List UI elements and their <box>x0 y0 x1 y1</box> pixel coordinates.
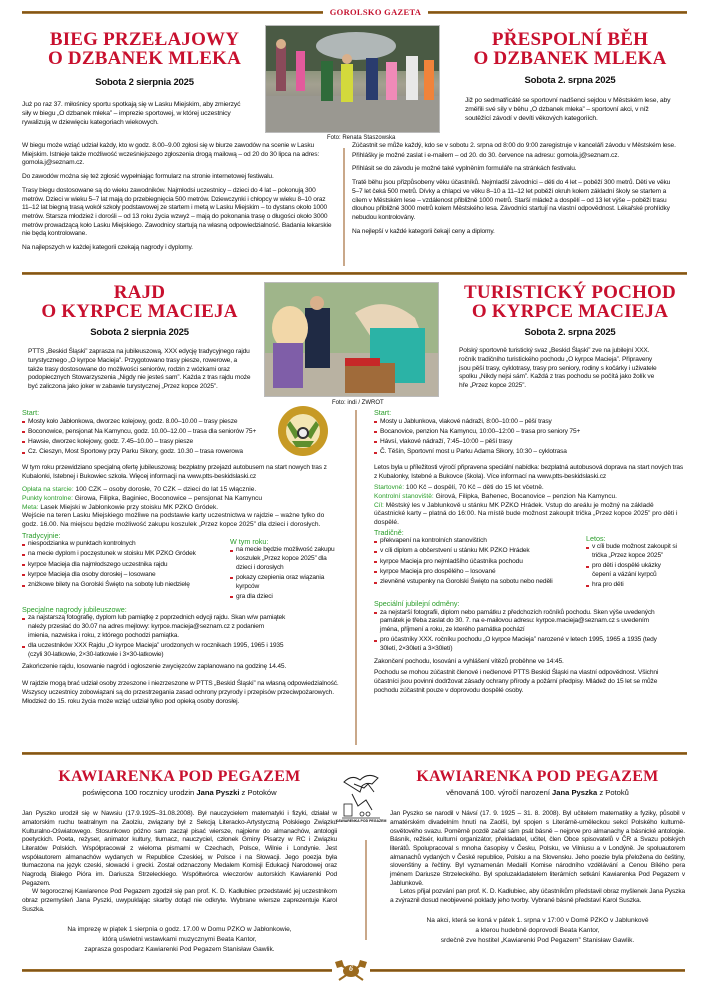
special-list <box>374 609 659 654</box>
run-pl-headline <box>22 30 267 69</box>
special-label: Specjalne nagrody jubileuszowe: <box>22 604 127 614</box>
cafe-pl-invite <box>22 925 337 956</box>
special-item: za nejstarší fotografii, diplom nebo památku z předchozích ročníků pochodu. Sken výše uvedených památek je třeba zaslat do 30. 7. na e-mailovou adresu: kyrpce.macieja@seznam.cz s uvedením jména, příjmení a roku, ze kterého památka pochází <box>374 609 659 635</box>
traditional-list <box>22 540 222 590</box>
traditional-item: kyrpce Macieja dla najmłodszego uczestnika rajdu <box>22 561 222 570</box>
finish-text: Městský les v Jablunkově u stánku MK PZKO Hrádek. Vstup do areálu je možný na základě účastnické karty – platná do 16:00. Na místě bude možnost zakoupit trička „Przez kopce 2025” pro děti i dospělé. <box>374 501 678 527</box>
finish-label: Cíl: <box>374 501 384 509</box>
start-label: Start: <box>22 408 40 417</box>
traditional-label: Tradičně: <box>374 527 404 537</box>
checkpoints-label: Kontrolní stanoviště: <box>374 492 434 500</box>
start-list <box>22 418 272 457</box>
fee-label: Opłata na starcie: <box>22 486 74 494</box>
rajd-pl-headline <box>22 283 257 322</box>
this-year-item: hra pro děti <box>586 581 681 590</box>
award-illustration <box>265 283 439 397</box>
rajd-photo <box>264 282 439 397</box>
start-label: Start: <box>374 408 392 417</box>
run-pl-para: Na najlepszych w każdej kategorii czekają nagrody i dyplomy. <box>22 244 193 252</box>
cafe-cz-article <box>390 766 685 947</box>
traditions-row <box>374 528 684 592</box>
run-pl-date: Sobota 2 sierpnia 2025 <box>95 76 194 88</box>
start-item: Cz. Cieszyn, Most Sportowy przy Parku Sikory, godz. 10.30 – trasa rowerowa <box>22 448 272 457</box>
traditional-item: zniżkowe bilety na Gorolski Święto na sobotę lub niedzielę <box>22 581 222 590</box>
finish-note: Wejście na teren Lasku Miejskiego możliwe na podstawie karty uczestnictwa w rajdzie – ważne tylko do godz. 16.00. Na miejscu będzie możliwość zakupu koszulek „Przez kopce 2025” dla dzieci i dorosłych. <box>22 512 325 529</box>
divider-vertical <box>355 410 357 745</box>
cafe-cz-subtitle <box>390 788 685 798</box>
start-item: Bocanovice, penzion Na Kamyncu, 10:00–12:00 – trasa pro seniory 75+ <box>374 428 684 437</box>
invite-line: którą uświetni wstawkami muzycznymi Beata Kantor, <box>102 935 257 943</box>
traditions-row <box>22 531 340 603</box>
headline-line2: O KYRPCE MACIEJA <box>471 301 669 323</box>
start-item: Č. Těšín, Sportovní most u Parku Adama Sikory, 10:30 – cyklotrasa <box>374 448 684 457</box>
start-item: Hawsie, dworzec kolejowy, godz. 7.45–10.00 – trasy piesze <box>22 438 272 447</box>
notes-text: Pochodu se mohou zúčastnit členové i nečlenové PTTS Beskid Śląski na vlastní odpovědnost. Všichni účastníci jsou povinni dodržovat zásady ochrany přírody a požární předpisy. Mládež do 15 let se může pochodu zúčastnit pouze v doprovodu dospělé osoby. <box>374 669 659 694</box>
rajd-cz-date: Sobota 2. srpna 2025 <box>524 326 616 338</box>
start-list <box>374 418 684 457</box>
section-rule <box>22 272 687 275</box>
traditions-col <box>22 531 222 603</box>
run-pl-para: Do zawodów można się też zgłosić wypełniając formularz na stronie internetowej festiwalu. <box>22 173 274 181</box>
cafe-cz-para: Letos přijal pozvání pan prof. K. D. Kadłubiec, aby účastníkům představil obraz myšlenek Jana Pyszka a zvýraznil dosud neobjevené poklady jeho tvorby. Vybrané básně představí Karol Suszka. <box>390 888 685 905</box>
pegazem-logo <box>335 770 387 832</box>
headline-line2: O DZBANEK MLEKA <box>47 48 242 70</box>
this-year-item: v cíli bude možnost zakoupit si trička „Przez kopce 2025” <box>586 543 681 560</box>
this-year-item: gra dla dzieci <box>230 593 340 602</box>
subtitle-post: z Potoků <box>597 788 629 798</box>
run-cz-para: Zúčastnit se může každý, kdo se v sobotu 2. srpna od 8:00 do 9:00 zaregistruje v kanceláři závodu v Městském lese. <box>352 142 676 149</box>
headline-line1: RAJD <box>113 282 166 303</box>
rajd-cz-header <box>445 283 695 396</box>
headline-line1: TURISTICKÝ POCHOD <box>464 282 676 303</box>
checkpoints-text: Girová, Filipka, Bahenec, Bocanovice – penzion Na Kamyncu. <box>435 492 618 500</box>
traditional-label: Tradycyjnie: <box>22 530 61 540</box>
subtitle-name: Jana Pyszka <box>552 788 598 798</box>
fee-line <box>22 486 340 495</box>
headline-line1: PŘESPOLNÍ BĚH <box>491 29 649 50</box>
checkpoints-text: Girowa, Filipka, Baginiec, Boconowice – pensjonat Na Kamyncu <box>74 494 263 502</box>
traditional-item: kyrpce Macieja pro dospělého – losované <box>374 568 574 577</box>
run-cz-para: Přihlásit se do závodu je možné také vyplněním formuláře na stránkách festivalu. <box>352 165 577 173</box>
start-item: Boconowice, pensjonat Na Kamyncu, godz. 10.00–12.00 – trasa dla seniorów 75+ <box>22 428 272 437</box>
this-year-item: pro děti i dospělé ukázky čepení a vázání kyrpců <box>586 562 681 579</box>
closing-text: Zakończenie rajdu, losowanie nagród i ogłoszenie zwycięzców zaplanowano na godzinę 14.45. <box>22 663 287 671</box>
fee-line <box>374 484 684 493</box>
rajd-cz-headline <box>445 283 695 322</box>
rajd-pl-date: Sobota 2 sierpnia 2025 <box>90 326 189 338</box>
invite-line: srdečně zve hostitel „Kawiarenki Pod Pegazem” Stanisław Gawlik. <box>440 937 635 945</box>
traditional-item: niespodzianka w punktach kontrolnych <box>22 540 222 549</box>
divider-vertical <box>343 148 345 266</box>
invite-line: zaprasza gospodarz Kawiarenki Pod Pegazem Stanisław Gawlik. <box>84 946 275 953</box>
run-cz-para: Přihlášky je možné zaslat i e-mailem – od 20. do 30. července na adresu: gomola.j@seznam.cz. <box>352 151 620 159</box>
this-year-list <box>230 546 340 601</box>
run-photo-caption: Foto: Renata Staszowska <box>327 135 396 141</box>
special-item: za najstarszą fotografię, dyplom lub pamiątkę z poprzednich edycji rajdu. Skan w/w pamiątek należy przesłać do 30.07 na adres mejlowy: kyrpce.macieja@seznam.cz z podaniem imienia, nazwiska i roku, z którego pochodzi pamiątka. <box>22 614 287 640</box>
cafe-cz-title: KAWIARENKA POD PEGAZEM <box>416 768 659 785</box>
run-cz-date: Sobota 2. srpna 2025 <box>524 74 616 86</box>
traditional-item: zlevněné vstupenky na Gorolski Święto na sobotu nebo neděli <box>374 578 574 587</box>
traditions-col <box>374 528 574 592</box>
traditional-item: překvapení na kontrolních stanovištích <box>374 537 574 546</box>
traditional-item: v cíli diplom a občerstvení u stánku MK PZKO Hrádek <box>374 547 574 556</box>
this-year-list <box>586 543 681 590</box>
invite-line: Na akci, která se koná v pátek 1. srpna v 17:00 v Domě PZKO v Jablunkově <box>426 916 649 924</box>
this-year-label: Letos: <box>586 533 606 543</box>
run-pl-para: W biegu może wziąć udział każdy, kto w godz. 8.00–9.00 zgłosi się w biurze zawodów na scenie w Lasku Miejskim. Istnieje także możliwość wcześniejszego zgłoszenia drogą mailową – od 20 do 30 lipca na adres: gomola.j@seznam.cz. <box>22 142 320 167</box>
cafe-pl-title: KAWIARENKA POD PEGAZEM <box>58 768 301 785</box>
this-year-item: pokazy czepienia oraz wiązania kyrpców <box>230 574 340 591</box>
traditional-item: kyrpce Macieja dla osoby dorosłej – losowane <box>22 571 222 580</box>
cafe-pl-para: Jan Pyszko urodził się w Nawsiu (17.9.1925–31.08.2008). Był nauczycielem matematyki i fizyki, działał w amatorskim ruchu teatralnym na Zaolziu, związany był z Sekcją Literacko-Artystyczną Polskiego Związku Kulturalno-Oświatowego. Stosunkowo późno sam zaczął pisać wiersze, najpierw do almanachów, antologii poetyckich. Poeta, reżyser, animator kultury, tłumacz, nauczyciel, członek Gminy Pisarzy w RC i Związku Literatów Polskich. Współpracował z wieloma pismami w Czechach, Polsce, Wilnie i Londynie. Jest współautorem almanachów wydanych w Republice Czeskiej, w Polsce i na Słowacji. Jego poezja była tłumaczona na język czeski, słowacki i grecki. Został odznaczony Medalem Komisji Edukacji Narodowej oraz Nagrodą Białego Pióra im. Dariusza Strzeleckiego. Współtwórca wieczorów autorskich Kawiarenki Pod Pegazem. <box>22 810 337 887</box>
rajd-cz-body <box>374 408 684 701</box>
this-year-col <box>230 537 340 603</box>
run-cz-intro: Již po sedmatřicáté se sportovní nadšenci sejdou v Městském lese, aby změřili své síly v běhu „O dzbanek mleka” – sportovní akci, v níž soutěžící závodí v devíti věkových kategoriích. <box>465 97 671 123</box>
fee-label: Startovné: <box>374 484 405 492</box>
subtitle-pre: věnovaná 100. výročí narození <box>446 788 553 798</box>
run-cz-body <box>352 142 677 241</box>
bus-info: Letos byla u příležitosti výročí připravena speciální nabídka: bezplatná autobusová doprava na start nových tras z Kubalonky, Istebné a Bukovce (škola). Více informací na www.ptts-beskidslaski.cz <box>374 463 684 480</box>
divider-vertical <box>365 840 367 940</box>
run-cz-para: Tratě běhu jsou přizpůsobeny věku účastníků. Nejmladší závodníci – děti do 4 let – poběží 300 metrů. Děti ve věku 5–7 let čeká 500 metrů. Dívky a chlapci ve věku 8–10 a 11–12 let poběží okruh kolem základní školy se startem a cílem v Městském lese – vzdálenost přibližně 1000 metrů. Starší mládež a dospělí – od 13 let výše – poběží trasu dlouhou přibližně 3000 metrů kolem Městského lesa. Závodníci startují na vlastní odpovědnost. Lékařské prohlídky nebudou kontrolovány. <box>352 179 671 221</box>
run-pl-body <box>22 142 337 258</box>
fee-text: 100 CZK – osoby dorosłe, 70 CZK – dzieci do lat 15 włącznie. <box>75 486 257 494</box>
checkpoints-line <box>22 495 340 504</box>
cafe-pl-article <box>22 766 337 955</box>
section-rule <box>22 752 687 755</box>
this-year-label: W tym roku: <box>230 536 269 546</box>
runners-illustration <box>266 26 440 133</box>
finish-line <box>374 502 684 528</box>
cafe-pl-para: W tegorocznej Kawiarence Pod Pegazem zgodził się pan prof. K. D. Kadłubiec przedstawić jej uczestnikom obraz przemyśleń Jana Pyszki, uwypuklając skarby dotąd nie odkryte. Wybrane wiersze zaprezentuje Karol Suszka. <box>22 888 337 913</box>
pegazem-logo-label: KAWIARENKA POD PEGAZEM <box>335 819 387 823</box>
finish-label: Meta: <box>22 503 39 511</box>
start-item: Hávsí, vlakové nádraží, 7:45–10:00 – pěší trasy <box>374 438 684 447</box>
footer-rule-right <box>370 969 685 972</box>
page-number: 6 <box>349 964 353 973</box>
run-cz-headline <box>445 30 695 69</box>
rajd-pl-body <box>22 408 340 711</box>
run-pl-intro: Już po raz 37. miłośnicy sportu spotkają się w Lasku Miejskim, aby zmierzyć siły w biegu „O dzbanek mleka” – imprezie sportowej, w której uczestnicy rywalizują w dziewięciu kategoriach wiekowych. <box>22 101 241 127</box>
invite-line: Na imprezę w piątek 1 sierpnia o godz. 17.00 w Domu PZKO w Jabłonkowie, <box>67 925 292 933</box>
this-year-item: na mecie będzie możliwość zakupu koszulek „Przez kopce 2025” dla dzieci i dorosłych <box>230 546 340 572</box>
cafe-cz-invite <box>390 916 685 947</box>
run-pl-para: Trasy biegu dostosowane są do wieku zawodników. Najmłodsi uczestnicy – dzieci do 4 lat – pokonują 300 metrów. Dzieci w wieku 5–7 lat mają do przebiegnięcia 500 metrów. Dziewczynki i chłopcy w wieku 8–10 oraz 11–12 lat biegną trasą wokół szkoły podstawowej ze startem i metą w Lasku Miejskim – to dystans około 1000 metrów. Starsza młodzież i dorośli – od 13 roku życia wzwyż – mają do pokonania trasę o długości około 3000 metrów prowadzącą koło Lasku Miejskiego. Zawodnicy startują na własną odpowiedzialność. Badania lekarskie nie będą kontrolowane. <box>22 186 332 238</box>
run-cz-para: Na nejlepší v každé kategorii čekají ceny a diplomy. <box>352 227 495 235</box>
special-item: pro účastníky XXX. ročníku pochodu „O kyrpce Macieja” narozené v letech 1995, 1965 a 1935 (tedy 30letí, 2×30letí a 3×30letí) <box>374 636 659 653</box>
special-list <box>22 614 287 659</box>
this-year-col <box>586 534 681 592</box>
special-item: dla uczestników XXX Rajdu „O kyrpce Macieja” urodzonych w rocznikach 1995, 1965 i 1935 (czyli 30-latkowie, 2×30-latkowie i 3×30-latkowie) <box>22 642 287 659</box>
subtitle-post: z Potoków <box>239 788 277 798</box>
cafe-pl-subtitle <box>22 788 337 798</box>
special-label: Speciální jubilejní odměny: <box>374 599 460 609</box>
rajd-photo-caption: Foto: indi / ZWROT <box>332 400 384 406</box>
checkpoints-label: Punkty kontrolne: <box>22 494 73 502</box>
footer-rule-left <box>22 969 332 972</box>
traditional-item: na mecie dyplom i poczęstunek w stoisku MK PZKO Gródek <box>22 550 222 559</box>
headline-line2: O DZBANEK MLEKA <box>473 48 667 70</box>
invite-line: a kterou hudebně doprovodí Beata Kantor, <box>475 927 600 935</box>
cafe-cz-para: Jan Pyszko se narodil v Návsí (17. 9. 1925 – 31. 8. 2008). Byl učitelem matematiky a fyziky, působil v amatérském divadelním hnutí na Zaolší, byl spojen s Literárně-uměleckou sekcí Polského kulturně-osvětového svazu. Poměrně pozdě začal sám psát básně – nejprve pro almanachy a básnické antologie. Básník, režisér, kulturní organizátor, překladatel, učitel, člen Obce spisovatelů v ČR a Svazu polských literátů. Spolupracoval s mnoha časopisy v Česku, Polsku, ve Vilniusu a v Londýně. Je spoluautorem almanachů vydaných v České republice, Polsku a na Slovensku. Jeho poezie byla přeložena do češtiny, slovenštiny a řečtiny. Byl vyznamenán Medailí Komise národního vzdělávání a Cenou Bílého pera jménem Dariusze Strzeleckého. Byl spoluzakladatelem literárních setkání Kawiarenka Pod Pegazem v Jablunkově. <box>390 810 685 887</box>
bus-info: W tym roku przewidziano specjalną ofertę jubileuszową: bezpłatny przejazd autobusem na start nowych tras z Kubalonki, Istebnej i Bukowiec szkoła. Więcej informacji na www.ptts-beskidslaski.cz <box>22 463 327 480</box>
fee-text: 100 Kč – dospělí, 70 Kč – děti do 15 let včetně. <box>405 484 544 492</box>
subtitle-pre: poświęcona 100 rocznicy urodzin <box>82 788 197 798</box>
masthead-title: GOROLSKO GAZETA <box>323 7 428 18</box>
start-item: Mosty u Jablunkova, vlakové nádraží, 8:00–10:00 – pěší trasy <box>374 418 684 427</box>
traditional-list <box>374 537 574 587</box>
headline-line2: O KYRPCE MACIEJA <box>41 301 238 323</box>
subtitle-name: Jana Pyszki <box>196 788 240 798</box>
page-number-badge <box>333 960 369 982</box>
rajd-cz-intro: Polský sportovně turistický svaz „Beskid Śląski” zve na jubilejní XXX. ročník tradičního turistického pochodu „O kyrpce Macieja”. Připraveny jsou pěší trasy, cyklotrasy, trasy pro seniory, rodiny s kočárky i uživatele spolku „Nikdy nejsi sám”. Každá z tras pochodu se počítá jako žolík ve hře „Przez kopce 2025”. <box>459 347 657 390</box>
rajd-pl-header <box>22 283 257 397</box>
run-pl-article <box>22 30 267 133</box>
traditional-item: kyrpce Macieja pro nejmladšího účastníka pochodu <box>374 558 574 567</box>
finish-line <box>22 504 340 513</box>
start-item: Mosty koło Jabłonkowa, dworzec kolejowy, godz. 8.00–10.00 – trasy piesze <box>22 418 272 427</box>
notes-text: W rajdzie mogą brać udział osoby zrzeszone i niezrzeszone w PTTS „Beskid Śląski” na własną odpowiedzialność. Wszyscy uczestnicy zobowiązani są do przestrzegania zasad ochrony przyrody i przepisów przeciwpożarowych. Młodzież do 15. roku życia może wziąć udział tylko pod opieką osoby dorosłej. <box>22 680 339 705</box>
checkpoints-line <box>374 493 684 502</box>
closing-text: Zakončení pochodu, losování a vyhlášení vítězů proběhne ve 14:45. <box>374 657 564 665</box>
run-photo <box>265 25 440 133</box>
headline-line1: BIEG PRZEŁAJOWY <box>49 29 240 50</box>
rajd-pl-intro: PTTS „Beskid Śląski” zaprasza na jubileuszową, XXX edycję tradycyjnego rajdu turystycznego „O kyrpce Macieja”. Przygotowano trasy piesze, rowerowe, a także trasy dostosowane do możliwości seniorów, rodzin z wózkami oraz podopiecznych Stowarzyszenia „Nigdy nie jesteś sam”. Każda z tras rajdu może być zaliczona jako joker w zabawie turystycznej „Przez kopce 2025”. <box>28 348 251 391</box>
finish-text: Lasek Miejski w Jabłonkowie przy stoisku MK PZKO Gródek. <box>40 503 219 511</box>
run-cz-header <box>445 30 695 129</box>
